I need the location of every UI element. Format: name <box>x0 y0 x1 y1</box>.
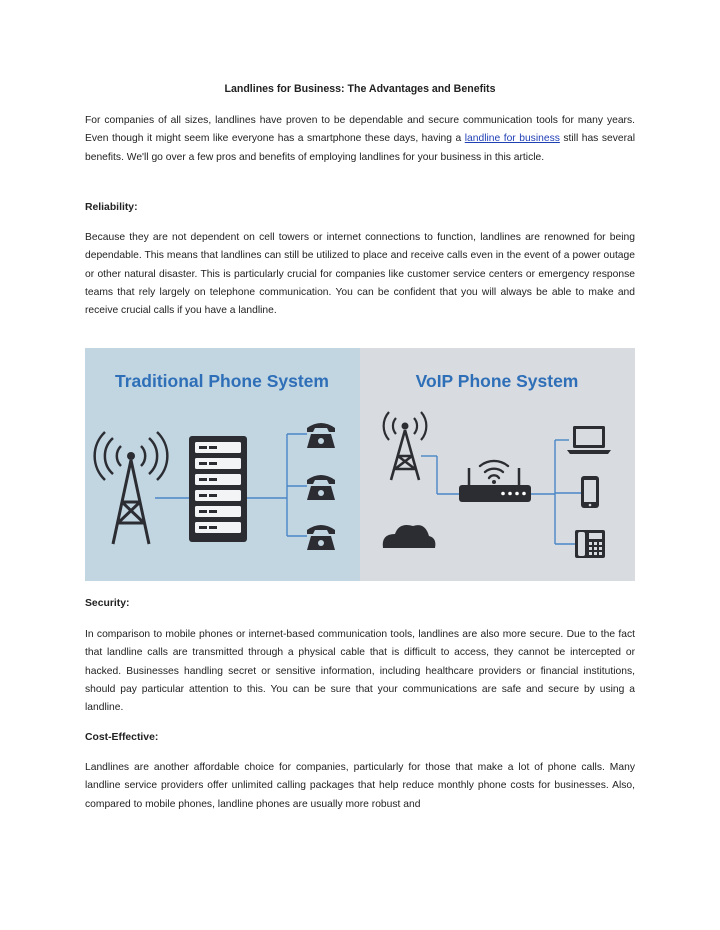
reliability-heading: Reliability: <box>85 202 138 213</box>
desk-phone-icon <box>307 423 335 448</box>
phone-system-comparison-figure <box>85 348 635 581</box>
cost-effective-heading: Cost-Effective: <box>85 732 159 743</box>
smartphone-icon <box>581 476 599 508</box>
desk-phone-icon <box>307 525 335 550</box>
traditional-title: Traditional Phone System <box>115 371 329 391</box>
document-title: Landlines for Business: The Advantages and Benefits <box>224 83 496 95</box>
intro-text-end: still has several benefits. We'll go over a few pros and benefits of employing landlines for your business in this article. <box>85 133 636 163</box>
cost-effective-paragraph: Landlines are another affordable choice for companies, particularly for those that make a lot of phone calls. Many landline service providers offer unlimited calling packages that help reduce monthly phone costs for businesses. Also, compared to mobile phones, landline phones are usually more robust and <box>85 762 635 810</box>
ip-phone-icon <box>575 530 605 558</box>
security-paragraph: In comparison to mobile phones or internet-based communication tools, landlines are also more secure. Due to the fact that landline calls are transmitted through a physical cable that is difficult to access, they cannot be intercepted or hacked. Businesses handling secret or sensitive information, including healthcare providers or financial institutions, should pay particular attention to this. You can be sure that your communications are safe and secure by using a landline. <box>85 629 635 714</box>
desk-phone-icon <box>307 475 335 500</box>
server-rack-icon <box>189 436 247 542</box>
intro-paragraph <box>85 112 635 167</box>
security-heading: Security: <box>85 598 130 609</box>
landline-for-business-link[interactable]: landline for business <box>464 133 560 145</box>
reliability-paragraph: Because they are not dependent on cell towers or internet connections to function, landlines are renowned for being dependable. This means that landlines can still be utilized to place and receive calls even in the event of a power outage or other natural disaster. This is particularly crucial for companies like customer service centers or emergency response teams that rely largely on telephone communication. You can be confident that you will always be able to make and receive crucial calls if you have a landline. <box>85 232 635 317</box>
intro-text-start: For companies of all sizes, landlines have proven to be dependable and secure communication tools for many years. Even though it might seem like everyone has a smartphone these days, having a <box>85 115 635 145</box>
voip-title: VoIP Phone System <box>415 371 579 391</box>
